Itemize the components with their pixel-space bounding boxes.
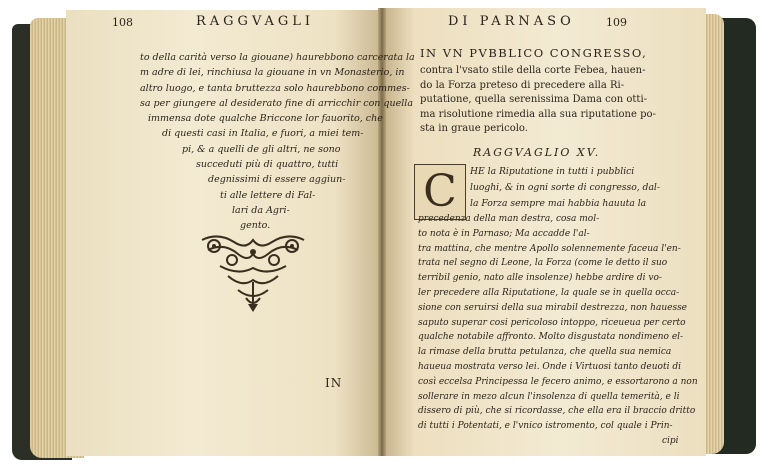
chapter-heading: RAGGVAGLIO XV. [473,146,601,159]
text-line: haueua mostrata verso lei. Onde i Virtuosi tanto deuoti di [418,361,681,372]
text-line: sione con seruirsi della sua mirabil destrezza, non hauesse [418,302,688,313]
text-line: lari da Agri- [232,204,290,216]
text-line: di tutti i Potentati, e l'vnico istromento, col quale i Prin- [418,421,673,432]
summary-line: contra l'vsato stile della corte Febea, hauen- [420,65,646,76]
left-page-number: 108 [112,16,133,29]
left-running-title: RAGGVAGLI [196,14,314,29]
catchword-line: cipi [662,435,679,446]
left-text-block [140,50,415,234]
text-line: altro luogo, e tanta bruttezza solo haurebbono commes- [140,82,410,94]
text-line: HE la Riputatione in tutti i pubblici [470,166,635,177]
text-line: degnissimi di essere aggiun- [208,174,346,186]
text-line: gento. [240,220,271,232]
summary-line: putatione, quella serenissima Dama con otti- [420,94,648,105]
text-line: ler precedere alla Riputatione, la quale se in quella occa- [418,287,680,298]
text-line: ti alle lettere di Fal- [220,189,316,201]
text-line: to della carità verso la giouane) haurebbono carcerata la [140,52,415,63]
catchword: IN [325,376,343,390]
summary-line: ma risolutione rimedia alla sua riputatione po- [420,108,656,120]
text-line: pi, & a quelli de gli altri, ne sono [182,143,341,155]
text-line: dissero di più, che si ricordasse, che ella era il braccio dritto [418,406,696,417]
printer-ornament [198,232,308,314]
text-line: luoghi, & in ogni sorte di congresso, dal- [470,182,660,193]
text-line: sollerare in mezo alcun l'insolenza di quella temerità, e li [418,391,680,402]
text-line: precedenza della man destra, cosa mol- [418,214,600,224]
text-line: tra mattina, che mentre Apollo solennemente faceua l'en- [418,243,681,254]
text-line: la rimase della brutta petulanza, che quella sua nemica [418,347,672,358]
text-line: to nota è in Parnaso; Ma accadde l'al- [418,228,590,239]
text-line: così eccelsa Principessa le fecero animo, e essortarono a non [418,376,698,387]
text-line: m adre di lei, rinchiusa la giouane in vn Monasterio, in [140,67,405,79]
text-line: immensa dote qualche Briccone lor fauorito, che [148,113,383,125]
text-line: di questi casi in Italia, e fuori, a miei tem- [162,128,364,140]
right-page-number: 109 [606,16,627,29]
initial-letter: C [423,166,457,217]
summary-line: do la Forza preteso di precedere alla Ri- [420,79,625,91]
body-text [418,212,698,449]
text-line: saputo superar cosi pericoloso intoppo, riceueua per certo [418,317,686,328]
text-line: succeduti più di quattro, tutti [196,159,339,171]
text-line: sa per giungere al desiderato fine di arricchir con quella [140,97,413,109]
text-line: qualche notabile affronto. Molto disgustata nondimeno el- [418,332,684,343]
chapter-summary [420,64,656,137]
text-line: trata nel segno di Leone, la Forza (come le detto il suo [418,258,668,269]
right-running-title: DI PARNASO [448,14,575,29]
text-line: la Forza sempre mai habbia hauuta la [470,198,647,209]
text-line: terribil genio, nato alle insolenze) hebbe ardire di vo- [418,273,662,284]
summary-line: sta in graue pericolo. [420,123,528,134]
body-text-indented [470,164,660,212]
chapter-summary-caps: IN VN PVBBLICO CONGRESSO, [420,46,648,60]
